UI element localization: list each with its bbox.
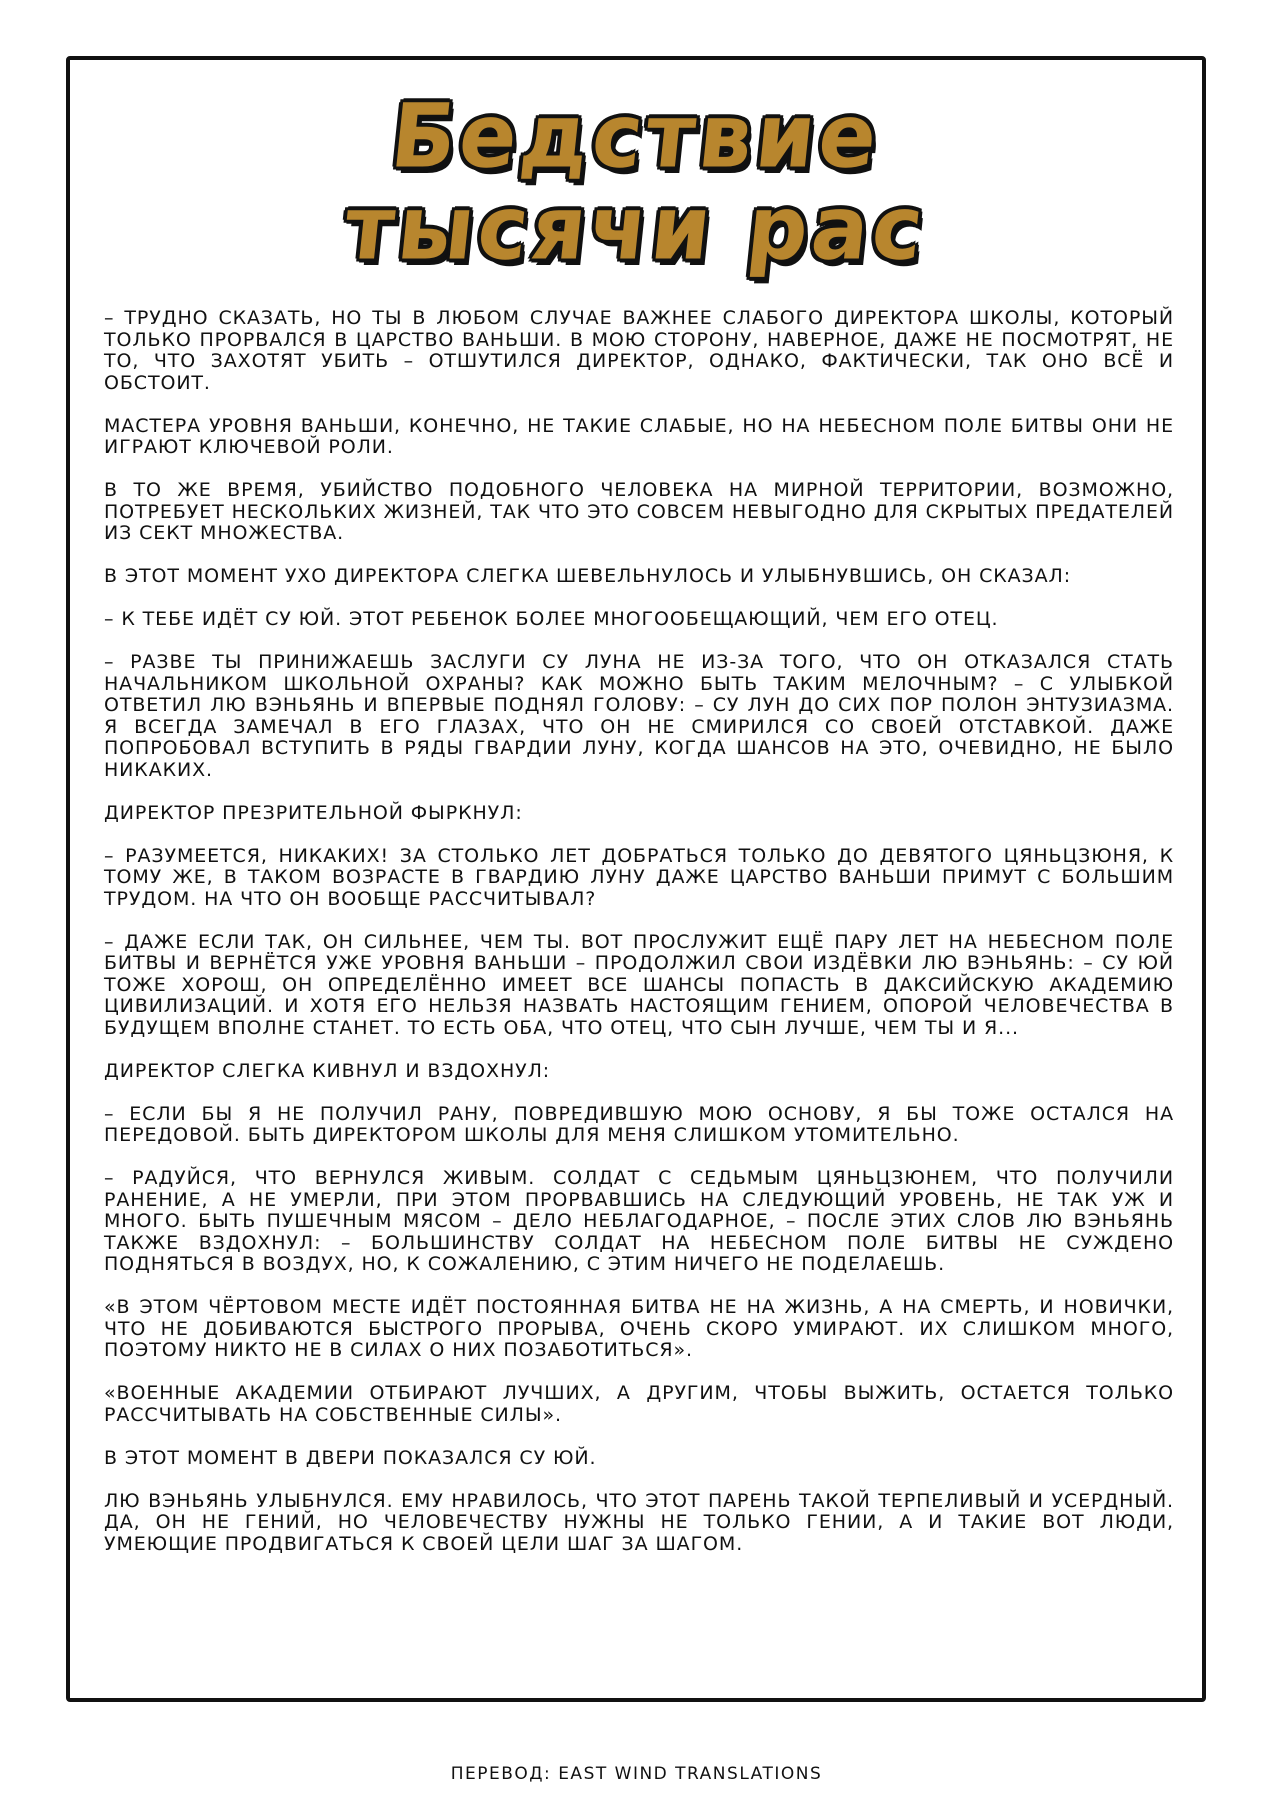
paragraph: – РАДУЙСЯ, ЧТО ВЕРНУЛСЯ ЖИВЫМ. СОЛДАТ С СЕДЬМЫМ ЦЯНЬЦЗЮНЕМ, ЧТО ПОЛУЧИЛИ РАНЕНИЕ, А НЕ УМЕРЛИ, ПРИ ЭТОМ ПРОРВАВШИСЬ НА СЛЕДУЮЩИЙ УРОВЕНЬ, НЕ ТАК УЖ И МНОГО. БЫТЬ ПУШЕЧНЫМ МЯСОМ – ДЕЛО НЕБЛАГОДАРНОЕ, – ПОСЛЕ ЭТИХ СЛОВ ЛЮ ВЭНЬЯНЬ ТАКЖЕ ВЗДОХНУЛ: – БОЛЬШИНСТВУ СОЛДАТ НА НЕБЕСНОМ ПОЛЕ БИТВЫ НЕ СУЖДЕНО ПОДНЯТЬСЯ В ВОЗДУХ, НО, К СОЖАЛЕНИЮ, С ЭТИМ НИЧЕГО НЕ ПОДЕЛАЕШЬ. bbox=[104, 1167, 1174, 1275]
paragraph: – ТРУДНО СКАЗАТЬ, НО ТЫ В ЛЮБОМ СЛУЧАЕ ВАЖНЕЕ СЛАБОГО ДИРЕКТОРА ШКОЛЫ, КОТОРЫЙ ТОЛЬКО ПРОРВАЛСЯ В ЦАРСТВО ВАНЬШИ. В МОЮ СТОРОНУ, НАВЕРНОЕ, ДАЖЕ НЕ ПОСМОТРЯТ, НЕ ТО, ЧТО ЗАХОТЯТ УБИТЬ – ОТШУТИЛСЯ ДИРЕКТОР, ОДНАКО, ФАКТИЧЕСКИ, ТАК ОНО ВСЁ И ОБСТОИТ. bbox=[104, 307, 1174, 394]
page-title bbox=[70, 84, 1202, 280]
paragraph: «В ЭТОМ ЧЁРТОВОМ МЕСТЕ ИДЁТ ПОСТОЯННАЯ БИТВА НЕ НА ЖИЗНЬ, А НА СМЕРТЬ, И НОВИЧКИ, ЧТО НЕ ДОБИВАЮТСЯ БЫСТРОГО ПРОРЫВА, ОЧЕНЬ СКОРО УМИРАЮТ. ИХ СЛИШКОМ МНОГО, ПОЭТОМУ НИКТО НЕ В СИЛАХ О НИХ ПОЗАБОТИТЬСЯ». bbox=[104, 1296, 1174, 1361]
paragraph: ДИРЕКТОР ПРЕЗРИТЕЛЬНОЙ ФЫРКНУЛ: bbox=[104, 801, 523, 824]
paragraph: – РАЗВЕ ТЫ ПРИНИЖАЕШЬ ЗАСЛУГИ СУ ЛУНА НЕ ИЗ-ЗА ТОГО, ЧТО ОН ОТКАЗАЛСЯ СТАТЬ НАЧАЛЬНИКОМ ШКОЛЬНОЙ ОХРАНЫ? КАК МОЖНО БЫТЬ ТАКИМ МЕЛОЧНЫМ? – С УЛЫБКОЙ ОТВЕТИЛ ЛЮ ВЭНЬЯНЬ И ВПЕРВЫЕ ПОДНЯЛ ГОЛОВУ: – СУ ЛУН ДО СИХ ПОР ПОЛОН ЭНТУЗИАЗМА. Я ВСЕГДА ЗАМЕЧАЛ В ЕГО ГЛАЗАХ, ЧТО ОН НЕ СМИРИЛСЯ СО СВОЕЙ ОТСТАВКОЙ. ДАЖЕ ПОПРОБОВАЛ ВСТУПИТЬ В РЯДЫ ГВАРДИИ ЛУНУ, КОГДА ШАНСОВ НА ЭТО, ОЧЕВИДНО, НЕ БЫЛО НИКАКИХ. bbox=[104, 651, 1174, 781]
paragraph: – ДАЖЕ ЕСЛИ ТАК, ОН СИЛЬНЕЕ, ЧЕМ ТЫ. ВОТ ПРОСЛУЖИТ ЕЩЁ ПАРУ ЛЕТ НА НЕБЕСНОМ ПОЛЕ БИТВЫ И ВЕРНЁТСЯ УЖЕ УРОВНЯ ВАНЬШИ – ПРОДОЛЖИЛ СВОИ ИЗДЁВКИ ЛЮ ВЭНЬЯНЬ: – СУ ЮЙ ТОЖЕ ХОРОШ, ОН ОПРЕДЕЛЁННО ИМЕЕТ ВСЕ ШАНСЫ ПОПАСТЬ В ДАКСИЙСКУЮ АКАДЕМИЮ ЦИВИЛИЗАЦИЙ. И ХОТЯ ЕГО НЕЛЬЗЯ НАЗВАТЬ НАСТОЯЩИМ ГЕНИЕМ, ОПОРОЙ ЧЕЛОВЕЧЕСТВА В БУДУЩЕМ ВПОЛНЕ СТАНЕТ. ТО ЕСТЬ ОБА, ЧТО ОТЕЦ, ЧТО СЫН ЛУЧШЕ, ЧЕМ ТЫ И Я... bbox=[104, 930, 1174, 1039]
paragraph: – К ТЕБЕ ИДЁТ СУ ЮЙ. ЭТОТ РЕБЕНОК БОЛЕЕ МНОГООБЕЩАЮЩИЙ, ЧЕМ ЕГО ОТЕЦ. bbox=[104, 608, 999, 630]
paragraph: В ТО ЖЕ ВРЕМЯ, УБИЙСТВО ПОДОБНОГО ЧЕЛОВЕКА НА МИРНОЙ ТЕРРИТОРИИ, ВОЗМОЖНО, ПОТРЕБУЕТ НЕСКОЛЬКИХ ЖИЗНЕЙ, ТАК ЧТО ЭТО СОВСЕМ НЕВЫГОДНО ДЛЯ СКРЫТЫХ ПРЕДАТЕЛЕЙ ИЗ СЕКТ МНОЖЕСТВА. bbox=[104, 479, 1174, 544]
page-frame bbox=[66, 56, 1206, 1702]
paragraph: «ВОЕННЫЕ АКАДЕМИИ ОТБИРАЮТ ЛУЧШИХ, А ДРУГИМ, ЧТОБЫ ВЫЖИТЬ, ОСТАЕТСЯ ТОЛЬКО РАССЧИТЫВАТЬ НА СОБСТВЕННЫЕ СИЛЫ». bbox=[104, 1382, 1174, 1426]
paragraph: ДИРЕКТОР СЛЕГКА КИВНУЛ И ВЗДОХНУЛ: bbox=[104, 1059, 551, 1082]
story-text bbox=[104, 308, 1174, 1577]
translation-credit: ПЕРЕВОД: EAST WIND TRANSLATIONS bbox=[450, 1764, 823, 1784]
paragraph: – РАЗУМЕЕТСЯ, НИКАКИХ! ЗА СТОЛЬКО ЛЕТ ДОБРАТЬСЯ ТОЛЬКО ДО ДЕВЯТОГО ЦЯНЬЦЗЮНЯ, К ТОМУ ЖЕ, В ТАКОМ ВОЗРАСТЕ В ГВАРДИЮ ЛУНУ ДАЖЕ ЦАРСТВО ВАНЬШИ ПРИМУТ С БОЛЬШИМ ТРУДОМ. НА ЧТО ОН ВООБЩЕ РАССЧИТЫВАЛ? bbox=[104, 844, 1174, 910]
paragraph: МАСТЕРА УРОВНЯ ВАНЬШИ, КОНЕЧНО, НЕ ТАКИЕ СЛАБЫЕ, НО НА НЕБЕСНОМ ПОЛЕ БИТВЫ ОНИ НЕ ИГРАЮТ КЛЮЧЕВОЙ РОЛИ. bbox=[104, 414, 1174, 458]
title-line-2: тысячи рас bbox=[340, 176, 932, 280]
paragraph: В ЭТОТ МОМЕНТ УХО ДИРЕКТОРА СЛЕГКА ШЕВЕЛЬНУЛОСЬ И УЛЫБНУВШИСЬ, ОН СКАЗАЛ: bbox=[104, 565, 1072, 587]
paragraph: В ЭТОТ МОМЕНТ В ДВЕРИ ПОКАЗАЛСЯ СУ ЮЙ. bbox=[104, 1446, 597, 1469]
title-line-1: Бедствие bbox=[386, 84, 886, 188]
paragraph: – ЕСЛИ БЫ Я НЕ ПОЛУЧИЛ РАНУ, ПОВРЕДИВШУЮ МОЮ ОСНОВУ, Я БЫ ТОЖЕ ОСТАЛСЯ НА ПЕРЕДОВОЙ. БЫТЬ ДИРЕКТОРОМ ШКОЛЫ ДЛЯ МЕНЯ СЛИШКОМ УТОМИТЕЛЬНО. bbox=[104, 1102, 1174, 1146]
paragraph: ЛЮ ВЭНЬЯНЬ УЛЫБНУЛСЯ. ЕМУ НРАВИЛОСЬ, ЧТО ЭТОТ ПАРЕНЬ ТАКОЙ ТЕРПЕЛИВЫЙ И УСЕРДНЫЙ. ДА, ОН НЕ ГЕНИЙ, НО ЧЕЛОВЕЧЕСТВУ НУЖНЫ НЕ ТОЛЬКО ГЕНИИ, А И ТАКИЕ ВОТ ЛЮДИ, УМЕЮЩИЕ ПРОДВИГАТЬСЯ К СВОЕЙ ЦЕЛИ ШАГ ЗА ШАГОМ. bbox=[104, 1489, 1174, 1555]
